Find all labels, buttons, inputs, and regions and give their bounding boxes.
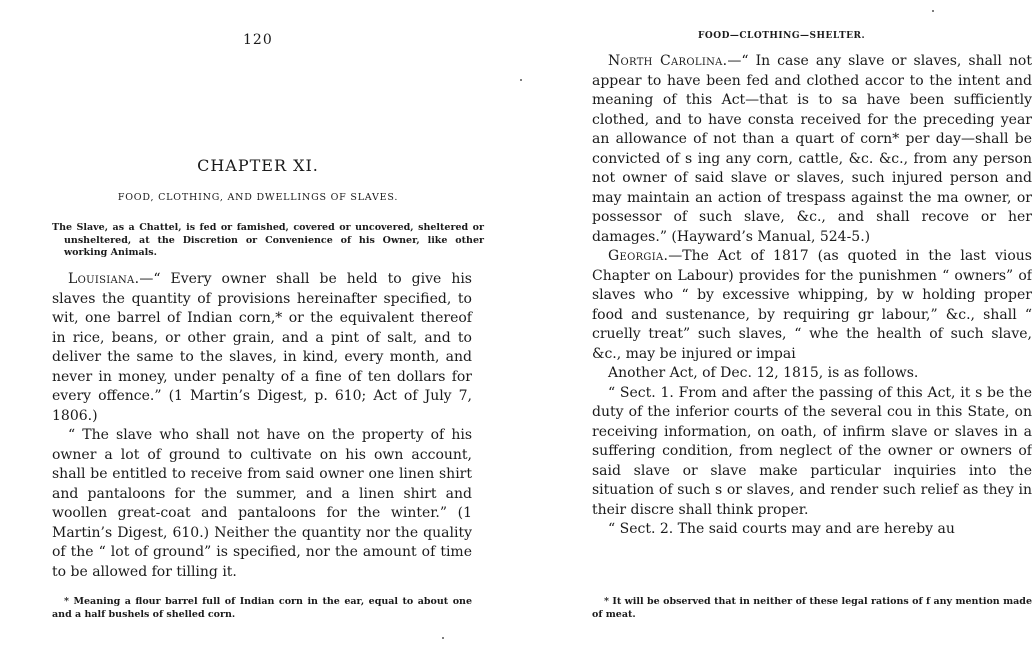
chapter-title: CHAPTER XI. xyxy=(197,156,319,175)
paragraph-text: —“ Every owner shall be held to give his slaves the quantity of provisions hereinafter specified, to wit, one barrel of Indian corn,* or the equivalent thereof in rice, beans, or other grain, and a pint of salt, and to deliver the same to the slaves, in kind, every month, and never in money, under penalty of a fine of ten dollars for every offence.” (1 Martin’s Digest, p. 610; Act of July 7, 1806.) xyxy=(52,271,472,424)
footnote-text: * It will be observed that in neither of these legal rations of f any mention made of meat. xyxy=(592,596,1032,620)
running-head: FOOD—CLOTHING—SHELTER. xyxy=(698,31,866,41)
footnote-text: * Meaning a flour barrel full of Indian corn in the ear, equal to about one and a half bushels of shelled corn. xyxy=(52,596,472,620)
right-body-text xyxy=(592,52,1032,540)
paragraph-lead: Georgia. xyxy=(608,248,669,264)
print-speck xyxy=(932,10,934,12)
right-footnote xyxy=(592,596,1032,621)
paragraph-north-carolina xyxy=(592,52,1032,247)
right-page xyxy=(580,0,1032,656)
chapter-summary: The Slave, as a Chattel, is fed or famished, covered or uncovered, sheltered or unsheltered, at the Discretion or Convenience of his Owner, like other working Animals. xyxy=(52,222,484,258)
print-speck xyxy=(520,79,522,81)
left-page xyxy=(0,0,500,656)
paragraph-slave-lot: “ The slave who shall not have on the property of his owner a lot of ground to cultivate on his own account, shall be entitled to receive from said owner one linen shirt and pantaloons for the summer, and a linen shirt and woollen great-coat and pantaloons for the winter.” (1 Martin’s Digest, 610.) Neither the quantity nor the quality of the “ lot of ground” is specified, nor the amount of time to be allowed for tilling it. xyxy=(52,427,472,580)
paragraph-georgia xyxy=(592,247,1032,364)
paragraph-text: —The Act of 1817 (as quoted in the last vious Chapter on Labour) provides for the punishmen “ owners” of slaves who “ by excessive whipping, by w holding proper food and sustenance, by requiring gr labour,” &c., shall “ cruelly treat” such slaves, “ whe the health of such slave, &c., may be injured or impai xyxy=(592,248,1032,362)
left-footnote xyxy=(52,596,472,621)
paragraph-lead: Louisiana. xyxy=(68,271,140,287)
paragraph-text: —“ In case any slave or slaves, shall not appear to have been fed and clothed accor to the intent and meaning of this Act—that is to sa have been sufficiently clothed, and to have consta received for the preceding year an allowance of not than a quart of corn* per day—shall be convicted of s ing any corn, cattle, &c. &c., from any person not owner of said slave or slaves, such injured person and may maintain an action of trespass against the ma owner, or possessor of such slave, &c., and shall recove or her damages.” (Hayward’s Manual, 524-5.) xyxy=(592,53,1032,245)
chapter-subtitle: FOOD, CLOTHING, AND DWELLINGS OF SLAVES. xyxy=(117,192,399,203)
paragraph-another-act: Another Act, of Dec. 12, 1815, is as follows. xyxy=(608,365,919,381)
paragraph-lead: North Carolina. xyxy=(608,53,728,69)
paragraph-section-1: “ Sect. 1. From and after the passing of this Act, it s be the duty of the inferior courts of the several cou in this State, on receiving information, on oath, of infirm slave or slaves in a suffering condition, from neglect of the owner or owners of said slave or slave make particular inquiries into the situation of such s or slaves, and render such relief as they in their discre shall think proper. xyxy=(592,384,1032,518)
print-speck xyxy=(442,637,444,639)
paragraph-louisiana xyxy=(52,270,472,426)
left-body-text xyxy=(52,270,472,582)
page-number: 120 xyxy=(243,32,273,48)
paragraph-section-2: “ Sect. 2. The said courts may and are hereby au xyxy=(608,521,955,537)
